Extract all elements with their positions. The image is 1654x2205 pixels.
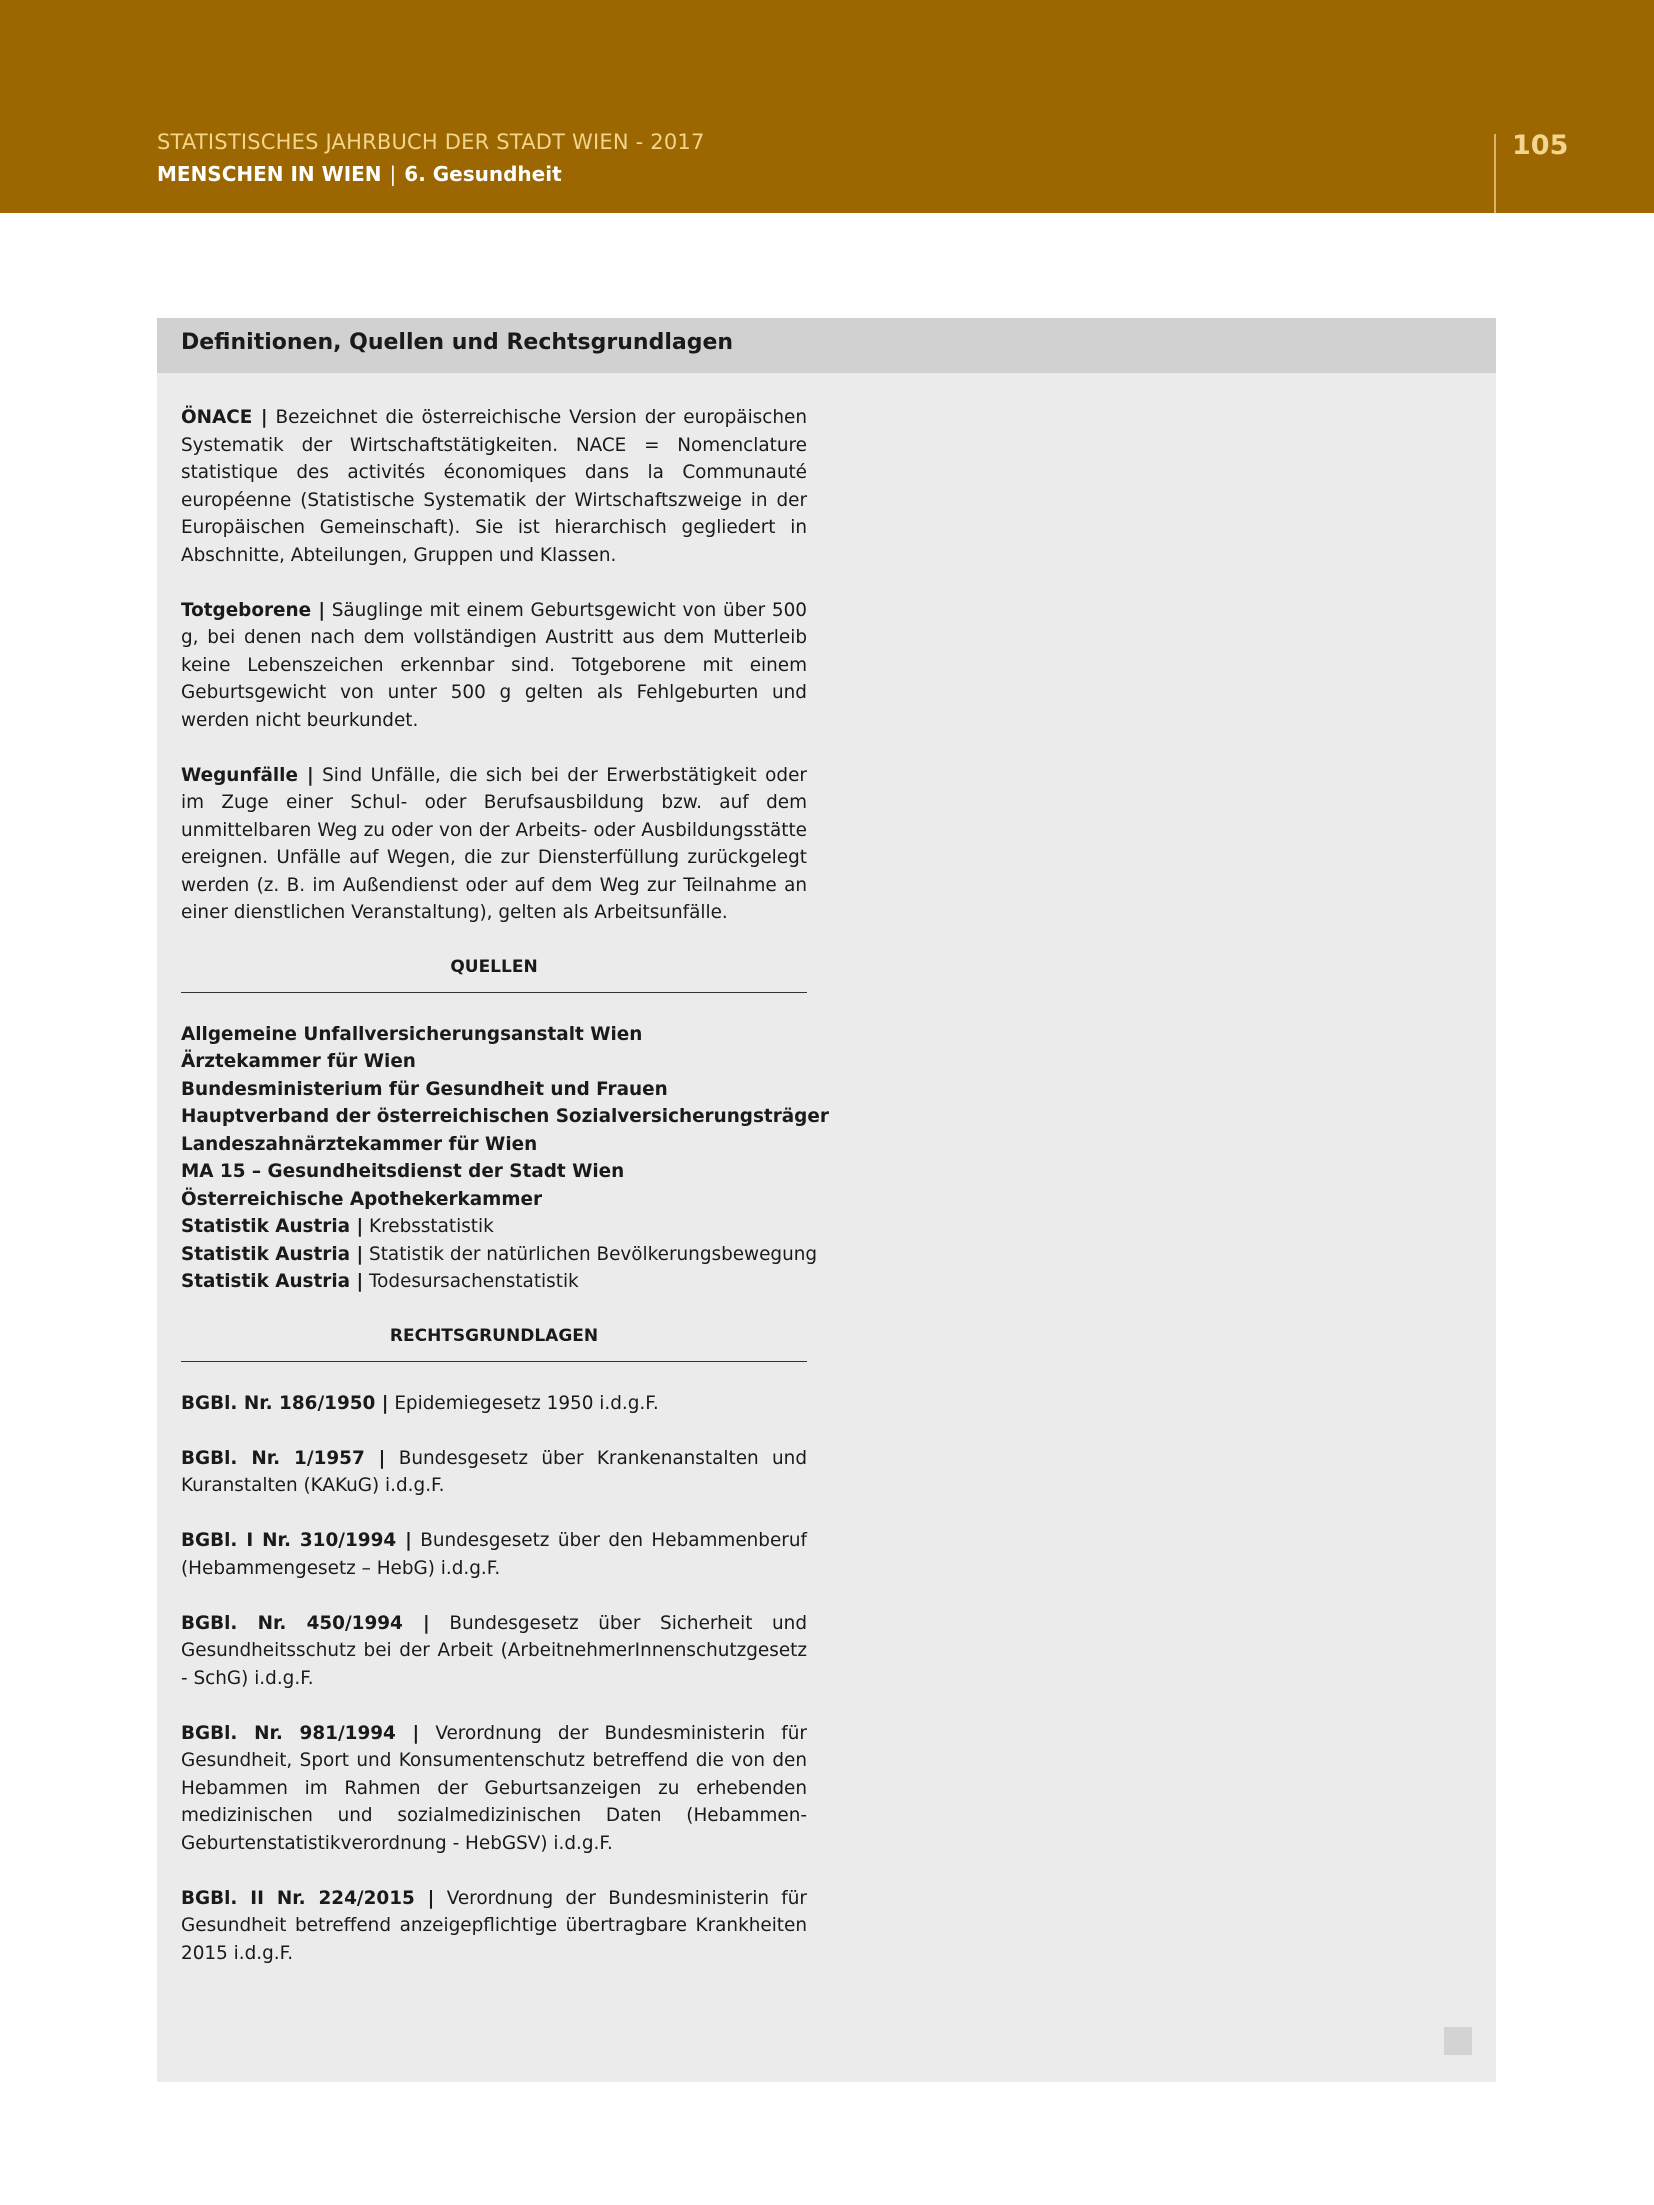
law-reference: BGBl. II Nr. 224/2015 | — [181, 1887, 435, 1909]
source-name: Hauptverband der österreichischen Sozialversicherungsträger — [181, 1106, 829, 1127]
box-header — [157, 318, 1496, 373]
definition-text: Säuglinge mit einem Geburtsgewicht von über 500 g, bei denen nach dem vollständigen Austritt aus dem Mutterleib keine Lebenszeichen erkennbar sind. Totgeborene mit einem Geburtsgewicht von unter 500 g gelten als Fehlgeburten und werden nicht beurkundet. — [181, 599, 807, 731]
definition-text: Sind Unfälle, die sich bei der Erwerbstätigkeit oder im Zuge einer Schul- oder Berufsausbildung bzw. auf dem unmittelbaren Weg zu oder von der Arbeits- oder Ausbildungsstätte ereignen. Unfälle auf Wegen, die zur Diensterfüllung zurückgelegt werden (z. B. im Außendienst oder auf dem Weg zur Teilnahme an einer dienstlichen Veranstaltung), gelten als Arbeitsunfälle. — [181, 764, 807, 923]
list-item — [181, 1048, 807, 1076]
definition-term: Totgeborene | — [181, 599, 326, 621]
law-entry — [181, 1445, 807, 1500]
source-name: Allgemeine Unfallversicherungsanstalt Wien — [181, 1023, 643, 1045]
spacer — [181, 993, 807, 1021]
list-item — [181, 1213, 807, 1241]
source-name: Ärztekammer für Wien — [181, 1051, 416, 1072]
definition-totgeborene — [181, 597, 807, 735]
source-name: Landeszahnärztekammer für Wien — [181, 1133, 538, 1155]
spacer — [181, 1362, 807, 1390]
header-divider — [1494, 134, 1496, 213]
law-reference: BGBl. Nr. 1/1957 | — [181, 1447, 386, 1469]
source-name: Bundesministerium für Gesundheit und Frauen — [181, 1078, 668, 1100]
list-item — [181, 1076, 807, 1104]
decorative-square — [1444, 2027, 1472, 2055]
yearbook-title: STATISTISCHES JAHRBUCH DER STADT WIEN - 2017 — [157, 130, 705, 154]
law-entry — [181, 1720, 807, 1858]
definitions-box — [157, 318, 1496, 2082]
box-title: Definitionen, Quellen und Rechtsgrundlagen — [181, 330, 734, 355]
list-item — [181, 1021, 807, 1049]
source-detail: Krebsstatistik — [363, 1216, 494, 1237]
source-name: Statistik Austria | — [181, 1243, 364, 1265]
rechtsgrundlagen-heading: RECHTSGRUNDLAGEN — [181, 1323, 807, 1362]
list-item — [181, 1131, 807, 1159]
list-item — [181, 1268, 807, 1296]
quellen-list — [181, 1021, 829, 1296]
source-detail: Todesursachenstatistik — [363, 1271, 579, 1292]
law-description: Bundesgesetz über den Hebammenberuf (Hebammengesetz – HebG) i.d.g.F. — [181, 1530, 807, 1579]
definition-oenace — [181, 404, 807, 569]
law-reference: BGBl. Nr. 450/1994 | — [181, 1612, 430, 1634]
source-name: MA 15 – Gesundheitsdienst der Stadt Wien — [181, 1161, 625, 1182]
law-entry — [181, 1610, 807, 1693]
source-detail: Statistik der natürlichen Bevölkerungsbewegung — [363, 1243, 818, 1265]
list-item — [181, 1186, 807, 1214]
source-name: Statistik Austria | — [181, 1271, 364, 1292]
law-reference: BGBl. Nr. 981/1994 | — [181, 1722, 420, 1744]
law-entry — [181, 1885, 807, 1968]
section-name: MENSCHEN IN WIEN — [157, 162, 382, 186]
page-number: 105 — [1512, 130, 1569, 161]
law-reference: BGBl. I Nr. 310/1994 | — [181, 1530, 412, 1551]
chapter-name: 6. Gesundheit — [404, 162, 562, 186]
list-item — [181, 1158, 807, 1186]
law-description: Verordnung der Bundesministerin für Gesundheit betreffend anzeigepflichtige übertragbare Krankheiten 2015 i.d.g.F. — [181, 1887, 807, 1964]
definition-wegunfaelle — [181, 762, 807, 927]
list-item — [181, 1103, 829, 1131]
definition-term: Wegunfälle | — [181, 764, 314, 786]
law-description: Bundesgesetz über Sicherheit und Gesundheitsschutz bei der Arbeit (ArbeitnehmerInnenschutzgesetz - SchG) i.d.g.F. — [181, 1612, 807, 1689]
definition-term: ÖNACE | — [181, 407, 268, 428]
law-description: Epidemiegesetz 1950 i.d.g.F. — [388, 1392, 659, 1414]
law-description: Bundesgesetz über Krankenanstalten und Kuranstalten (KAKuG) i.d.g.F. — [181, 1447, 807, 1496]
chapter-breadcrumb — [157, 162, 562, 186]
law-description: Verordnung der Bundesministerin für Gesundheit, Sport und Konsumentenschutz betreffend die von den Hebammen im Rahmen der Geburtsanzeigen zu erhebenden medizinischen und sozialmedizinischen Daten (Hebammen-Geburtenstatistikverordnung - HebGSV) i.d.g.F. — [181, 1722, 807, 1854]
definition-text: Bezeichnet die österreichische Version der europäischen Systematik der Wirtschaftstätigkeiten. NACE = Nomenclature statistique des activités économiques dans la Communauté européenne (Statistische Systematik der Wirtschaftszweige in der Europäischen Gemeinschaft). Sie ist hierarchisch gegliedert in Abschnitte, Abteilungen, Gruppen und Klassen. — [181, 407, 808, 566]
breadcrumb-separator: | — [389, 162, 397, 186]
list-item — [181, 1241, 818, 1269]
box-content — [181, 404, 829, 1995]
law-entry — [181, 1390, 807, 1418]
source-name: Österreichische Apothekerkammer — [181, 1188, 543, 1210]
quellen-heading: QUELLEN — [181, 954, 807, 993]
header-band — [0, 0, 1654, 213]
source-name: Statistik Austria | — [181, 1216, 364, 1237]
law-entry — [181, 1527, 807, 1582]
law-reference: BGBl. Nr. 186/1950 | — [181, 1392, 389, 1414]
